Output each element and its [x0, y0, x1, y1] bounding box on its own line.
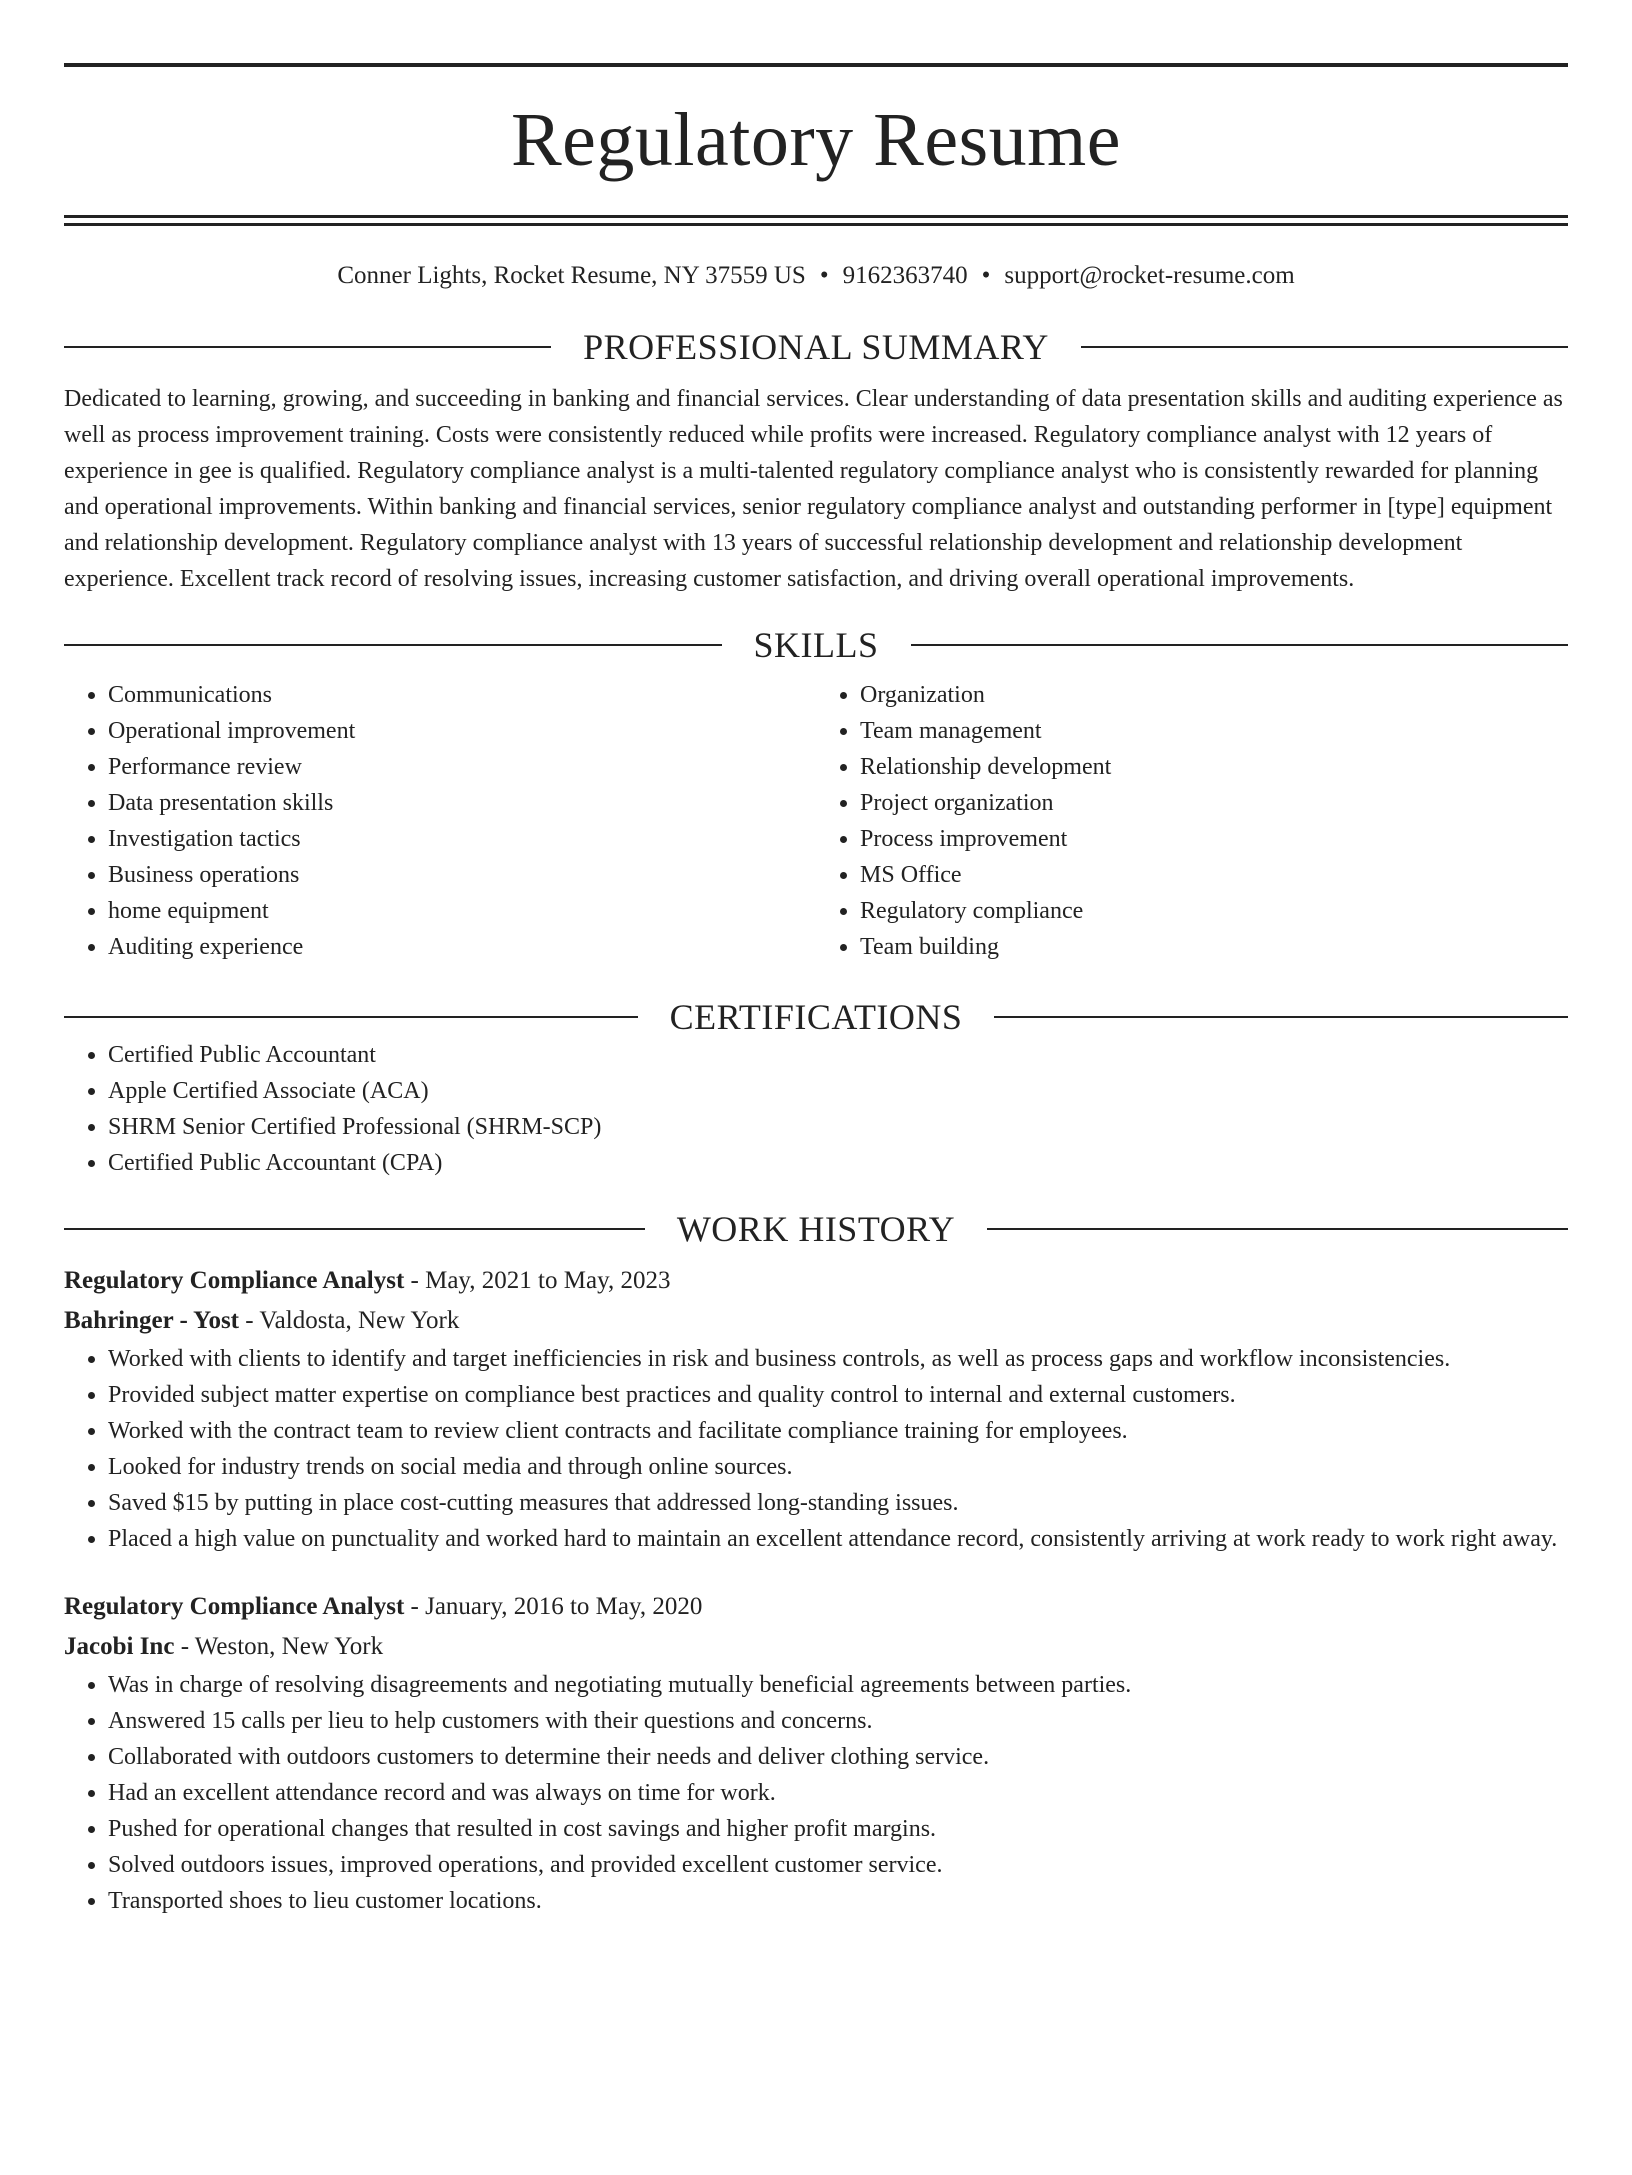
skill-item: • Process improvement	[860, 821, 1568, 857]
heading-rule	[994, 1016, 1568, 1018]
job-title-line	[64, 1587, 1568, 1627]
resume-page	[0, 63, 1632, 2175]
heading-rule	[64, 346, 551, 348]
contact-separator: •	[819, 262, 829, 289]
section-heading-summary	[64, 327, 1568, 367]
job-bullets	[64, 1341, 1568, 1557]
certification-item: • Apple Certified Associate (ACA)	[108, 1073, 1568, 1109]
section-heading-label: CERTIFICATIONS	[669, 997, 963, 1037]
skill-item: • Data presentation skills	[108, 785, 816, 821]
top-rule	[64, 63, 1568, 67]
job-bullet: • Transported shoes to lieu customer locations.	[108, 1883, 1568, 1919]
heading-rule	[64, 1016, 638, 1018]
job-bullet: • Solved outdoors issues, improved operations, and provided excellent customer service.	[108, 1847, 1568, 1883]
section-heading-label: WORK HISTORY	[676, 1209, 956, 1249]
skill-item: • Investigation tactics	[108, 821, 816, 857]
job-dates: - May, 2021 to May, 2023	[404, 1267, 671, 1294]
job-bullet: • Had an excellent attendance record and was always on time for work.	[108, 1775, 1568, 1811]
title-double-rule	[64, 215, 1568, 226]
skill-item: • Relationship development	[860, 749, 1568, 785]
job-bullet: • Worked with clients to identify and target inefficiencies in risk and business controls, as well as process gaps and workflow inconsistencies.	[108, 1341, 1568, 1377]
contact-separator: •	[981, 262, 991, 289]
job-title: Regulatory Compliance Analyst	[64, 1267, 405, 1294]
certifications-list	[64, 1037, 1568, 1181]
job-entry	[64, 1587, 1568, 1919]
skill-item: • Project organization	[860, 785, 1568, 821]
heading-rule	[64, 1228, 645, 1230]
section-heading-work-history	[64, 1209, 1568, 1249]
skill-item: • Team building	[860, 929, 1568, 965]
section-heading-skills	[64, 625, 1568, 665]
summary-paragraph: Dedicated to learning, growing, and succeeding in banking and financial services. Clear understanding of data presentation skills and auditing experience as well as process improvement training. Costs were consistently reduced while profits were increased. Regulatory compliance analyst with 12 years of experience in gee is qualified. Regulatory compliance analyst is a multi-talented regulatory compliance analyst who is consistently rewarded for planning and operational improvements. Within banking and financial services, senior regulatory compliance analyst and outstanding performer in [type] equipment and relationship development. Regulatory compliance analyst with 13 years of successful relationship development and relationship development experience. Excellent track record of resolving issues, increasing customer satisfaction, and driving overall operational improvements.	[64, 386, 1563, 592]
job-dates: - January, 2016 to May, 2020	[404, 1593, 703, 1620]
skill-item: • Business operations	[108, 857, 816, 893]
skills-columns	[64, 677, 1568, 965]
job-company: Bahringer - Yost	[64, 1307, 239, 1334]
job-company: Jacobi Inc	[64, 1633, 175, 1660]
job-company-line	[64, 1627, 1568, 1667]
skill-item: • Communications	[108, 677, 816, 713]
job-entry	[64, 1261, 1568, 1557]
job-bullet: • Answered 15 calls per lieu to help customers with their questions and concerns.	[108, 1703, 1568, 1739]
section-heading-label: SKILLS	[753, 625, 879, 665]
heading-rule	[911, 644, 1569, 646]
contact-address: Conner Lights, Rocket Resume, NY 37559 US	[337, 262, 806, 289]
job-bullets	[64, 1667, 1568, 1919]
job-location: - Valdosta, New York	[239, 1307, 460, 1334]
skill-item: • Regulatory compliance	[860, 893, 1568, 929]
certification-item: • Certified Public Accountant	[108, 1037, 1568, 1073]
skill-item: • Team management	[860, 713, 1568, 749]
heading-rule	[1081, 346, 1568, 348]
job-bullet: • Placed a high value on punctuality and worked hard to maintain an excellent attendance record, consistently arriving at work ready to work right away.	[108, 1521, 1568, 1557]
job-location: - Weston, New York	[174, 1633, 384, 1660]
skill-item: • Auditing experience	[108, 929, 816, 965]
job-bullet: • Looked for industry trends on social media and through online sources.	[108, 1449, 1568, 1485]
section-heading-certifications	[64, 997, 1568, 1037]
section-heading-label: PROFESSIONAL SUMMARY	[583, 327, 1049, 367]
job-bullet: • Was in charge of resolving disagreements and negotiating mutually beneficial agreements between parties.	[108, 1667, 1568, 1703]
skills-column-left	[64, 677, 816, 965]
resume-title: Regulatory Resume	[510, 98, 1122, 182]
job-bullet: • Worked with the contract team to review client contracts and facilitate compliance training for employees.	[108, 1413, 1568, 1449]
heading-rule	[64, 644, 722, 646]
contact-phone: 9162363740	[842, 262, 968, 289]
job-title-line	[64, 1261, 1568, 1301]
skill-item: • Operational improvement	[108, 713, 816, 749]
job-bullet: • Pushed for operational changes that resulted in cost savings and higher profit margins.	[108, 1811, 1568, 1847]
heading-rule	[987, 1228, 1568, 1230]
contact-email[interactable]: support@rocket-resume.com	[1004, 262, 1295, 289]
skill-item: • home equipment	[108, 893, 816, 929]
job-bullet: • Collaborated with outdoors customers to determine their needs and deliver clothing service.	[108, 1739, 1568, 1775]
skills-column-right	[816, 677, 1568, 965]
contact-line	[64, 261, 1568, 291]
skill-item: • Performance review	[108, 749, 816, 785]
certification-item: • Certified Public Accountant (CPA)	[108, 1145, 1568, 1181]
certification-item: • SHRM Senior Certified Professional (SHRM-SCP)	[108, 1109, 1568, 1145]
job-bullet: • Provided subject matter expertise on compliance best practices and quality control to internal and external customers.	[108, 1377, 1568, 1413]
job-company-line	[64, 1301, 1568, 1341]
job-bullet: • Saved $15 by putting in place cost-cutting measures that addressed long-standing issues.	[108, 1485, 1568, 1521]
skill-item: • MS Office	[860, 857, 1568, 893]
skill-item: • Organization	[860, 677, 1568, 713]
job-title: Regulatory Compliance Analyst	[64, 1593, 405, 1620]
